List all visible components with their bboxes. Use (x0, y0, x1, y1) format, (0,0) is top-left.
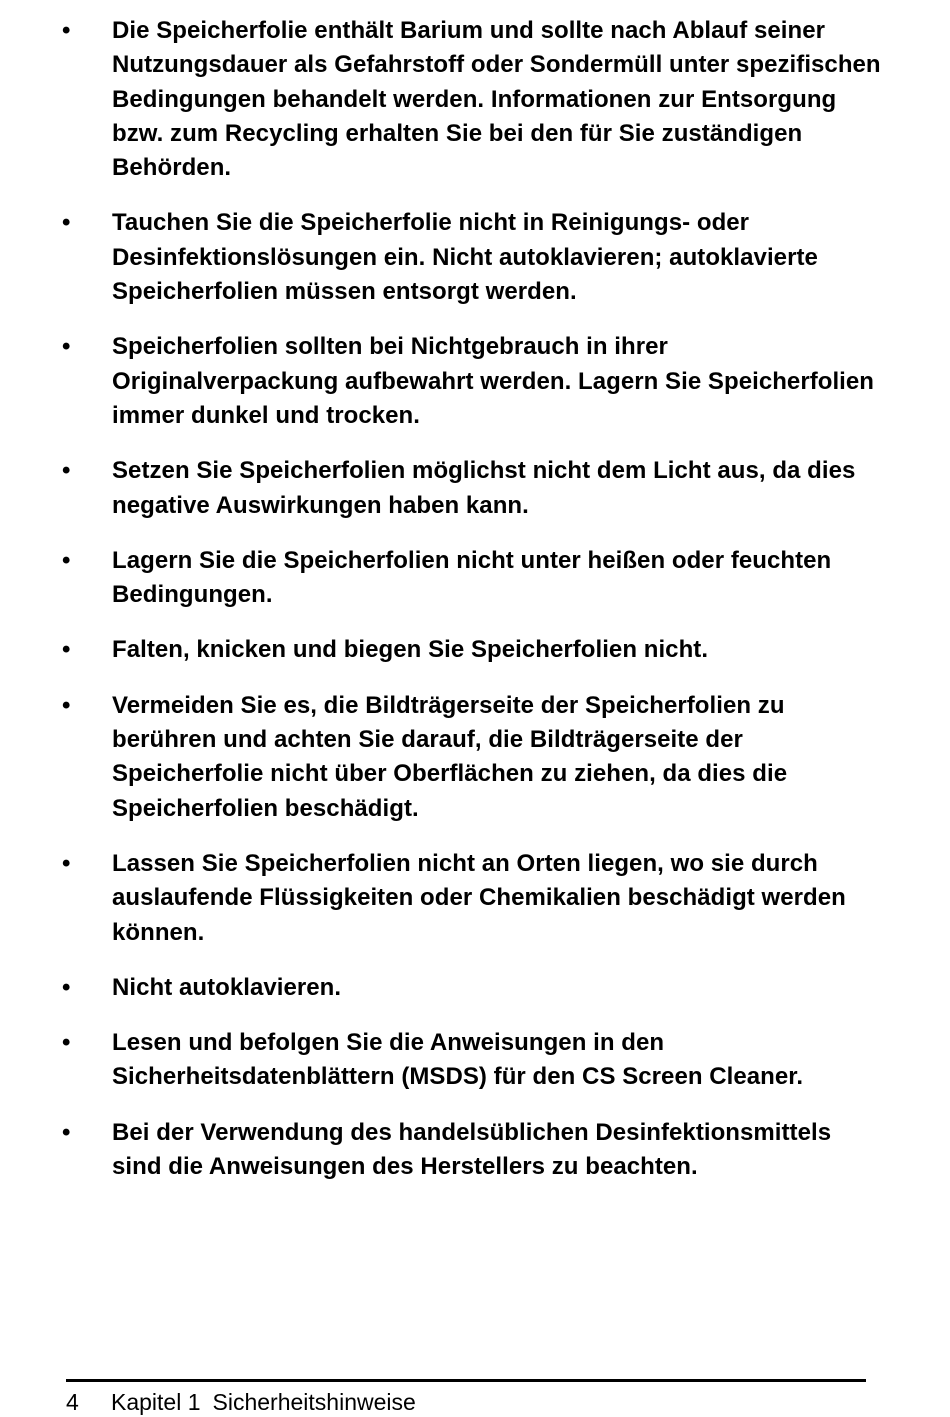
list-item (62, 330, 882, 433)
page-number: 4 (66, 1389, 79, 1415)
list-item (62, 633, 882, 667)
bullet-icon: • (62, 1029, 71, 1057)
list-item-text: Setzen Sie Speicherfolien möglichst nicht dem Licht aus, da dies negative Auswirkungen haben kann. (112, 457, 856, 519)
bullet-icon: • (62, 209, 71, 237)
list-item-text: Lassen Sie Speicherfolien nicht an Orten liegen, wo sie durch auslaufende Flüssigkeiten oder Chemikalien beschädigt werden können. (112, 849, 846, 946)
list-item-text: Die Speicherfolie enthält Barium und sollte nach Ablauf seiner Nutzungsdauer als Gefahrstoff oder Sondermüll unter spezifischen Bedingungen behandelt werden. Informationen zur Entsorgung bzw. zum Recycling erhalten Sie bei den für Sie zuständigen Behörden. (112, 17, 881, 182)
bullet-icon: • (62, 691, 71, 719)
bullet-icon: • (62, 457, 71, 485)
list-item-text: Lesen und befolgen Sie die Anweisungen in den Sicherheitsdatenblättern (MSDS) für den CS Screen Cleaner. (112, 1029, 804, 1091)
bullet-icon: • (62, 973, 71, 1001)
bullet-icon: • (62, 1118, 71, 1146)
footer-chapter: Kapitel 1 (111, 1389, 201, 1415)
list-item-text: Tauchen Sie die Speicherfolie nicht in Reinigungs- oder Desinfektionslösungen ein. Nicht autoklavieren; autoklavierte Speicherfolien müssen entsorgt werden. (112, 209, 818, 306)
bullet-icon: • (62, 546, 71, 574)
list-item (62, 1116, 882, 1185)
list-item (62, 206, 882, 309)
list-item-text: Speicherfolien sollten bei Nichtgebrauch in ihrer Originalverpackung aufbewahrt werden. Lagern Sie Speicherfolien immer dunkel und trocken. (112, 333, 875, 429)
bullet-icon: • (62, 333, 71, 361)
footer-section-title: Sicherheitshinweise (212, 1389, 416, 1415)
bullet-icon: • (62, 17, 71, 44)
list-item-text: Falten, knicken und biegen Sie Speicherfolien nicht. (112, 636, 709, 664)
bullet-icon: • (62, 636, 71, 664)
list-item (62, 1026, 882, 1095)
page-footer (66, 1388, 416, 1416)
list-item (62, 847, 882, 950)
footer-divider (66, 1379, 866, 1382)
safety-bullet-list (62, 14, 882, 1205)
list-item (62, 971, 882, 1005)
list-item (62, 689, 882, 826)
list-item-text: Vermeiden Sie es, die Bildträgerseite der Speicherfolien zu berühren und achten Sie darauf, die Bildträgerseite der Speicherfolie nicht über Oberflächen zu ziehen, da dies die Speicherfolien beschädigt. (112, 691, 788, 822)
list-item-text: Lagern Sie die Speicherfolien nicht unter heißen oder feuchten Bedingungen. (112, 546, 832, 609)
list-item-text: Nicht autoklavieren. (112, 973, 342, 1001)
bullet-icon: • (62, 849, 71, 877)
list-item (62, 454, 882, 523)
list-item (62, 544, 882, 613)
list-item-text: Bei der Verwendung des handelsüblichen Desinfektionsmittels sind die Anweisungen des Herstellers zu beachten. (112, 1118, 832, 1181)
list-item (62, 14, 882, 185)
